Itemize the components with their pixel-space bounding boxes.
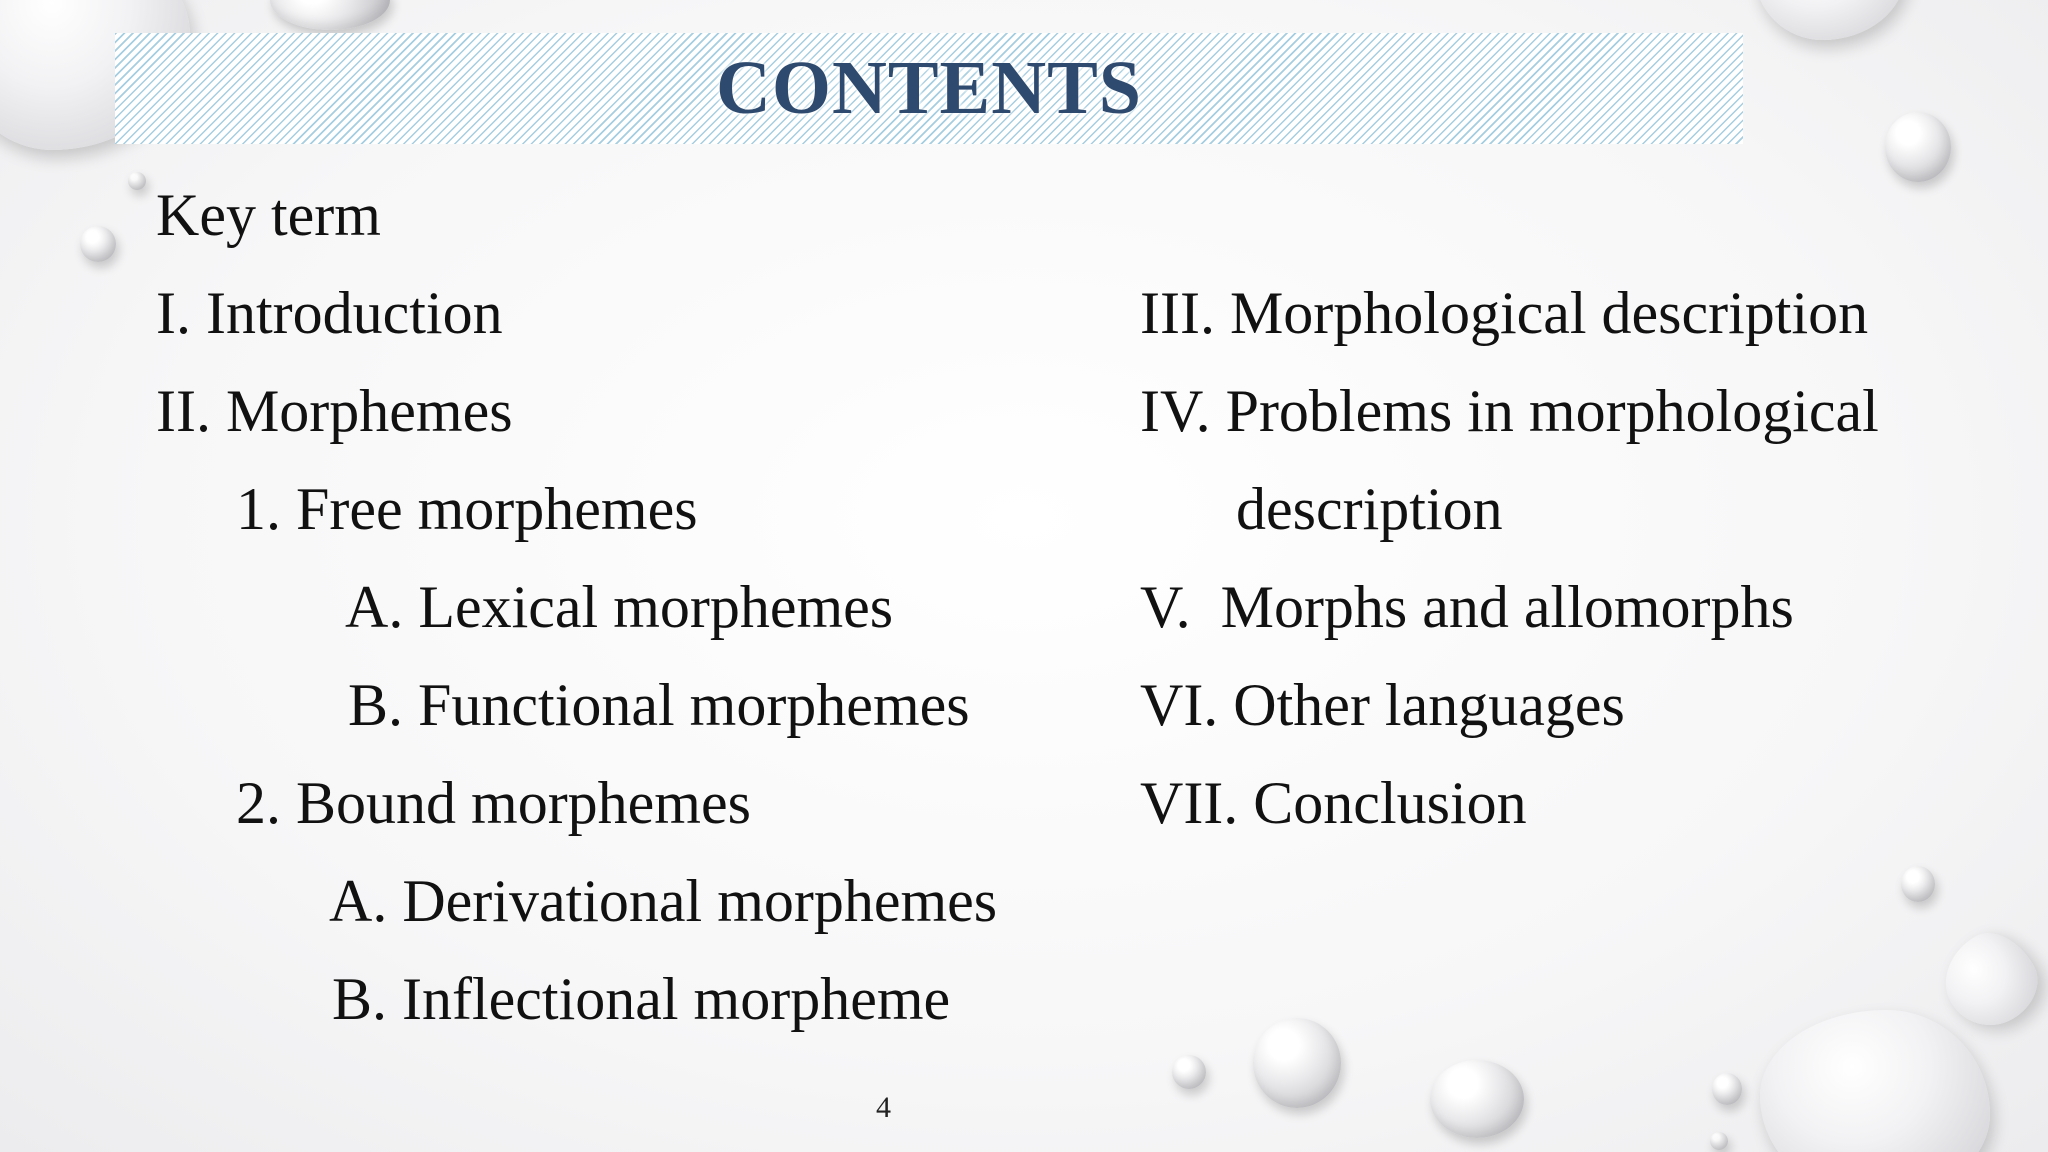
- page-number: 4: [876, 1091, 891, 1124]
- toc-derivational-morphemes: A. Derivational morphemes: [329, 868, 998, 934]
- toc-functional-morphemes: B. Functional morphemes: [348, 672, 970, 738]
- water-drop-small-left: [80, 226, 116, 262]
- toc-free-morphemes: 1. Free morphemes: [236, 476, 698, 542]
- toc-lexical-morphemes: A. Lexical morphemes: [345, 574, 894, 640]
- toc-problems-morphological: IV. Problems in morphological: [1140, 378, 1879, 444]
- water-drop-tiny-left: [128, 172, 146, 190]
- toc-other-languages: VI. Other languages: [1140, 672, 1625, 738]
- toc-morphs-allomorphs: V. Morphs and allomorphs: [1140, 574, 1794, 640]
- slide-title: CONTENTS: [715, 46, 1143, 130]
- water-drop-bottom-center-right: [1430, 1060, 1524, 1138]
- toc-bound-morphemes: 2. Bound morphemes: [236, 770, 751, 836]
- water-drop-bottom-right-tiny: [1710, 1132, 1728, 1150]
- water-drop-bottom-center-large: [1253, 1018, 1341, 1108]
- water-drop-right-upper: [1885, 112, 1951, 182]
- water-drop-right-mid: [1901, 866, 1935, 902]
- toc-inflectional-morpheme: B. Inflectional morpheme: [332, 966, 951, 1032]
- toc-morphological-description: III. Morphological description: [1140, 280, 1869, 346]
- toc-morphemes: II. Morphemes: [156, 378, 513, 444]
- toc-conclusion: VII. Conclusion: [1140, 770, 1527, 836]
- water-drop-bottom-right-small: [1712, 1073, 1742, 1105]
- toc-introduction: I. Introduction: [156, 280, 503, 346]
- toc-problems-description-cont: description: [1236, 476, 1503, 542]
- water-drop-right-lower: [1929, 919, 2048, 1042]
- water-drop-bottom-right: [1760, 1010, 1990, 1152]
- water-drop-top-center: [270, 0, 390, 30]
- toc-key-term: Key term: [156, 182, 381, 248]
- water-drop-bottom-center-small: [1172, 1055, 1206, 1089]
